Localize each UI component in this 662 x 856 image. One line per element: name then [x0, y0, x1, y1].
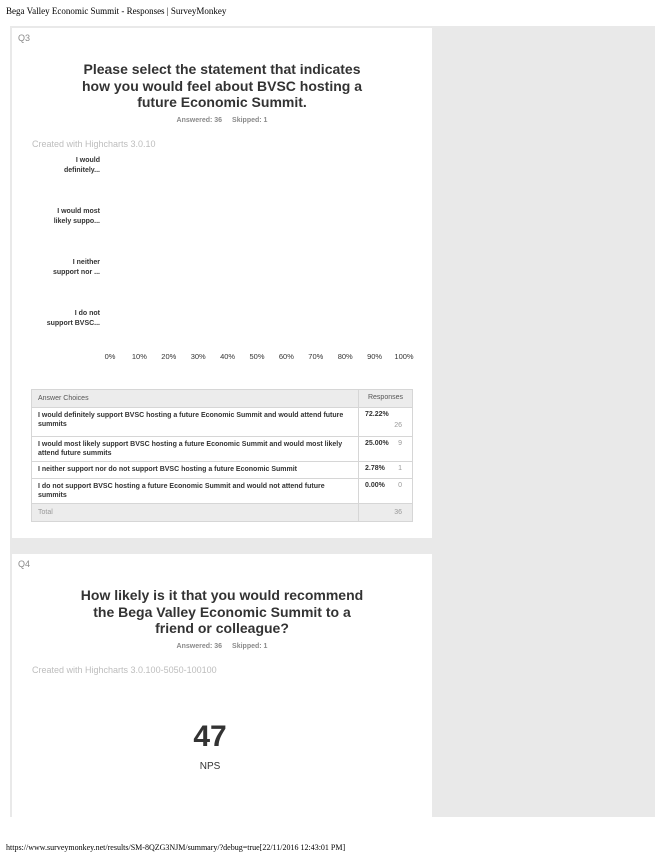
response-cell [359, 462, 413, 479]
question-title-line: how you would feel about BVSC hosting a [82, 77, 362, 94]
x-tick-label: 90% [367, 352, 383, 361]
chart-credit: Created with Highcharts 3.0.100-5050-100100 [32, 665, 217, 675]
nps-score: 47 [193, 720, 227, 753]
response-percent: 2.78% [365, 465, 385, 472]
response-percent: 25.00% [365, 440, 389, 447]
side-panel [432, 28, 651, 817]
skipped-count: Skipped: 1 [232, 117, 268, 124]
print-page-url: https://www.surveymonkey.net/results/SM-8QZG3NJM/summary/?debug=true[22/11/2016 12:43:01 PM] [6, 843, 346, 852]
table-row [32, 408, 413, 437]
response-stats [12, 643, 432, 650]
response-count: 26 [394, 422, 402, 429]
response-percent: 72.22% [365, 411, 389, 418]
question-title-line: future Economic Summit. [137, 94, 307, 110]
response-count: 1 [398, 465, 402, 472]
answer-choice: I do not support BVSC hosting a future Economic Summit and would not attend future summits [32, 479, 359, 504]
table-total-row [32, 504, 413, 522]
table-row [32, 437, 413, 462]
response-count: 9 [398, 440, 402, 447]
answer-choice: I would definitely support BVSC hosting a future Economic Summit and would attend future summits [32, 408, 359, 437]
print-page-title: Bega Valley Economic Summit - Responses | SurveyMonkey [6, 6, 227, 16]
x-tick-label: 20% [161, 352, 177, 361]
question-number: Q3 [18, 33, 31, 43]
x-tick-label: 0% [104, 352, 116, 361]
answer-table [31, 389, 413, 522]
q3-bar-chart [12, 150, 432, 370]
category-label-line: support nor ... [52, 269, 100, 276]
x-tick-label: 30% [190, 352, 206, 361]
total-value: 36 [359, 504, 413, 522]
question-card-q4 [12, 554, 432, 817]
total-label: Total [32, 504, 359, 522]
header-responses: Responses [359, 390, 413, 408]
card-separator [10, 538, 432, 554]
question-title [12, 61, 432, 111]
question-title-line: Please select the statement that indicates [83, 61, 361, 77]
x-tick-label: 10% [131, 352, 147, 361]
category-label-line: I would most [57, 208, 100, 215]
x-tick-label: 50% [249, 352, 265, 361]
chart-axis [12, 150, 432, 370]
response-cell [359, 437, 413, 462]
category-label-line: support BVSC... [46, 320, 100, 327]
category-label-line: I neither [72, 259, 100, 266]
question-title-line: How likely is it that you would recommend [80, 587, 364, 603]
answer-choice: I would most likely support BVSC hosting a future Economic Summit and would most likely attend future summits [32, 437, 359, 462]
table-row [32, 479, 413, 504]
answered-count: Answered: 36 [176, 117, 223, 124]
table-row [32, 462, 413, 479]
question-number: Q4 [18, 559, 31, 569]
skipped-count: Skipped: 1 [232, 643, 268, 650]
category-label-line: definitely... [63, 167, 100, 174]
page-background-right [651, 28, 655, 817]
header-answer-choices: Answer Choices [32, 390, 359, 408]
question-title-line: the Bega Valley Economic Summit to a [93, 603, 351, 620]
question-title-line: friend or colleague? [155, 620, 289, 636]
question-title [12, 587, 432, 637]
response-cell [359, 408, 413, 437]
nps-label: NPS [199, 761, 221, 772]
x-tick-label: 40% [220, 352, 236, 361]
category-label-line: I do not [74, 310, 100, 317]
x-tick-label: 70% [308, 352, 324, 361]
chart-credit: Created with Highcharts 3.0.10 [32, 139, 156, 149]
response-count: 0 [398, 482, 402, 489]
x-tick-label: 100% [394, 352, 414, 361]
table-header [32, 390, 413, 408]
category-label-line: I would [75, 157, 100, 164]
response-percent: 0.00% [365, 482, 385, 489]
answer-choice: I neither support nor do not support BVSC hosting a future Economic Summit [32, 462, 359, 479]
response-cell [359, 479, 413, 504]
response-stats [12, 117, 432, 124]
x-tick-label: 60% [278, 352, 294, 361]
answered-count: Answered: 36 [176, 643, 223, 650]
x-tick-label: 80% [337, 352, 353, 361]
category-label-line: likely suppo... [53, 218, 100, 225]
